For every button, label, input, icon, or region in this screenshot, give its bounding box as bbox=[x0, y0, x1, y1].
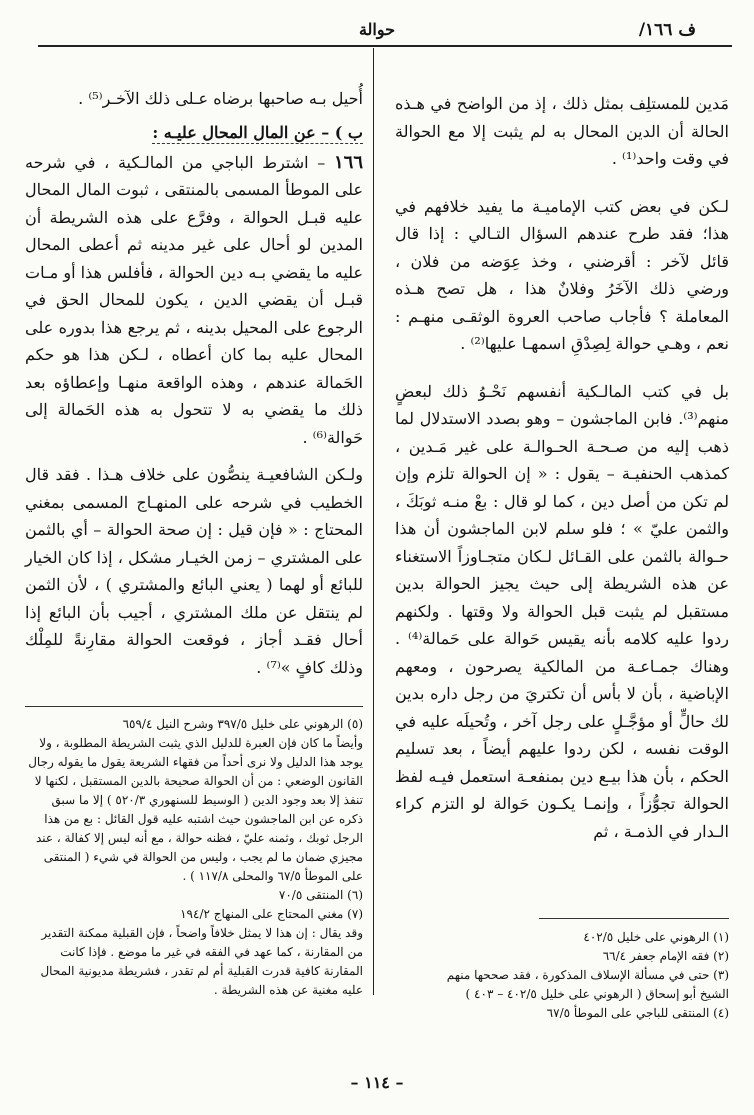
subheading: ب ) – عن المال المحال عليـه : bbox=[152, 122, 363, 142]
right-column bbox=[395, 90, 729, 845]
footnote-1: (١) الرهوني على خليل ٤٠٢/٥ bbox=[583, 930, 729, 944]
running-title: حوالة bbox=[358, 20, 396, 39]
footnote-7-note: وقد يقال : إن هذا لا يمثل خلافاً واضحاً ، فإن القبلية ممكنة التقدير من المقارنة ، كما عهد في الفقه في غير ما موضع . فإذا كانت المقارنة كافية قدرت القبلية أم لم تقدر ، فشريطة مديونية المحال عليه مغنية عن هذه الشريطة . bbox=[40, 926, 363, 997]
right-paragraph-1: مَدين للمستلِف بمثل ذلك ، إذ من الواضح في هـذه الحالة أن الدين المحال به لم يثبت إلا مع الحوالة في وقت واحد⁽¹⁾ . bbox=[395, 94, 729, 168]
left-column bbox=[25, 85, 363, 681]
left-footnote-rule bbox=[25, 706, 363, 707]
footnote-2: (٢) فقه الإمام جعفر ٦٦/٤ bbox=[602, 949, 729, 963]
footnote-6: (٦) المنتقى ٧٠/٥ bbox=[278, 888, 363, 902]
column-divider bbox=[373, 48, 374, 995]
footnote-4: (٤) المنتقى للباجي على الموطأ ٦٧/٥ bbox=[546, 1006, 729, 1020]
left-footnotes bbox=[27, 715, 363, 1000]
right-footnotes bbox=[419, 928, 729, 1023]
left-paragraph-2: ولـكن الشافعيـة ينصُّون على خلاف هـذا . فقد قال الخطيب في شرحه على المنهـاج المسمى بمغني المحتاج : « فإن قيل : إن صحة الحوالة – أي بالثمن على المشتري – زمن الخيـار مشكل ، إذا كان الخيار للبائع أو لهما ( يعني البائع والمشتري ) ، لأن الثمن لم ينتقل عن ملك المشتري ، أجيب بأن البائع إذا أحال فقـد أجاز ، فوقعت الحوالة مقارِنةً للمِلْك وذلك كافٍ »⁽⁷⁾ . bbox=[25, 465, 363, 677]
footnote-5-note: وأيضاً ما كان فإن العبرة للدليل الذي يثبت الشريطة المطلوبة ، ولا يوجد هذا الدليل ولا نرى أحداً من فقهاء الشريعة يقول ما يقوله رجال القانون الوضعي : من أن الحوالة صحيحة بالدين المستقبل ، لكنها لا تنفذ إلا بعد وجود الدين ( الوسيط للسنهوري ٥٢٠/٣ ) إلا ما سبق ذكره عن ابن الماجشون حيث اشتبه عليه قول القائل : بع من هذا الرجل ثوبك ، وثمنه عليّ ، فظنه حوالة ، مع أنه ليس إلا كفالة ، عند مجيزي ضمان ما لم يجب ، وليس من الحوالة في شيء ( المنتقى على الموطأ ٦٧/٥ والمحلى ١١٧/٨ ) . bbox=[28, 736, 363, 883]
left-paragraph-1: ١٦٦ – اشترط الباجي من المالـكية ، في شرحه على الموطأ المسمى بالمنتقى ، ثبوت المال المحال عليه قبـل الحوالة ، وفرَّع على هذه الشريطة أن المدين لو أحال على غير مدينه ثم أعطى المحال عليه ما يقضي بـه دين الحوالة ، فأفلس هذا أو مـات قبـل أن يقضي الدين ، يكون للمحال الحق في الرجوع على المحيل بدينه ، ثم يرجع هذا بدوره على المحال عليه بما كان أعطاه ، لـكن هذا هو حكم الحَمالة عندهم ، وهذه الواقعة منهـا وإعطاؤه بعد ذلك ما يقضي به لا تتحول به هذه الحَمالة إلى حَوالة⁽⁶⁾ . bbox=[25, 151, 363, 447]
page-number: – ١١٤ – bbox=[350, 1073, 404, 1092]
section-code: ف ١٦٦/ bbox=[638, 20, 696, 40]
right-paragraph-2: لـكن في بعض كتب الإماميـة ما يفيد خلافهم في هذا؛ فقد طرح عندهم السؤال التـالي : إذا قال قائل لآخر : أقرضني ، وخذ عِوَضه من فلان ، ورضي ذلك الآخَرُ وفلانٌ هذا ، هل تصح هـذه المعاملة ؟ فأجاب صاحب العروة الوثقـى منهـم : نعم ، وهـي حوالة لِصِدْقِ اسمهـا عليها⁽²⁾ . bbox=[395, 196, 729, 353]
footnote-7: (٧) مغني المحتاج على المنهاج ١٩٤/٢ bbox=[180, 907, 363, 921]
right-footnote-rule bbox=[539, 918, 729, 919]
left-intro: أُحيل بـه صاحبها برضاه عـلى ذلك الآخـر⁽⁵⁾ . bbox=[78, 89, 363, 108]
right-paragraph-3: بل في كتب المالـكية أنفسهم نَحْـوُ ذلك لبعضٍ منهم⁽³⁾. فابن الماجشون – وهو بصدد الاستدلال لما ذهب إليه من صـحـة الحـوالـة على غير مَـدين ، كمذهب الحنفيـة – يقول : « إن الحوالة تلزم وإن لم تكن من أصل دين ، كما لو قال : بعْ منـه ثوبَكَ ، والثمن عليّ » ؛ فلو سلم لابن الماجشون أن هذا حـوالة بالثمن على القـائل لـكان متجـاوزاً الاستغناء عن هذه الشريطة إلى حيث يجيز الحوالة بدين مستقبل لم يثبت قبل الحوالة ولا وقتها . ولكنهم ردوا عليه كلامه بأنه يقيس حَوالة على حَمالة⁽⁴⁾ . وهناك جمـاعـة من المالكية يصرحون ، ومعهم الإباضية ، بأن لا بأس أن تكتريَ من رجل داره بدين لك حالٍّ أو مؤجَّـلٍ على رجل آخر ، وتُحيلَه عليه في الوقت نفسه ، لكن ردوا عليهم أيضاً ، بعد تسليم الحكم ، بأن هذا بيـع دين بمنفعـة استعمل فيـه لفظ الحوالة تجوُّزاً ، وإنمـا يكـون حَوالة لو التزم كراء الـدار في الذمـة ، ثم bbox=[395, 381, 729, 841]
header-rule bbox=[38, 45, 732, 47]
footnote-3: (٣) حتى في مسألة الإسلاف المذكورة ، فقد صححها منهم الشيخ أبو إسحاق ( الرهوني على خليل ٤٠٢/٥ – ٤٠٣ ) bbox=[446, 968, 729, 1001]
footnote-5: (٥) الرهوني على خليل ٣٩٧/٥ وشرح النيل ٦٥٩/٤ bbox=[122, 717, 363, 731]
section-number: ١٦٦ bbox=[333, 151, 363, 173]
